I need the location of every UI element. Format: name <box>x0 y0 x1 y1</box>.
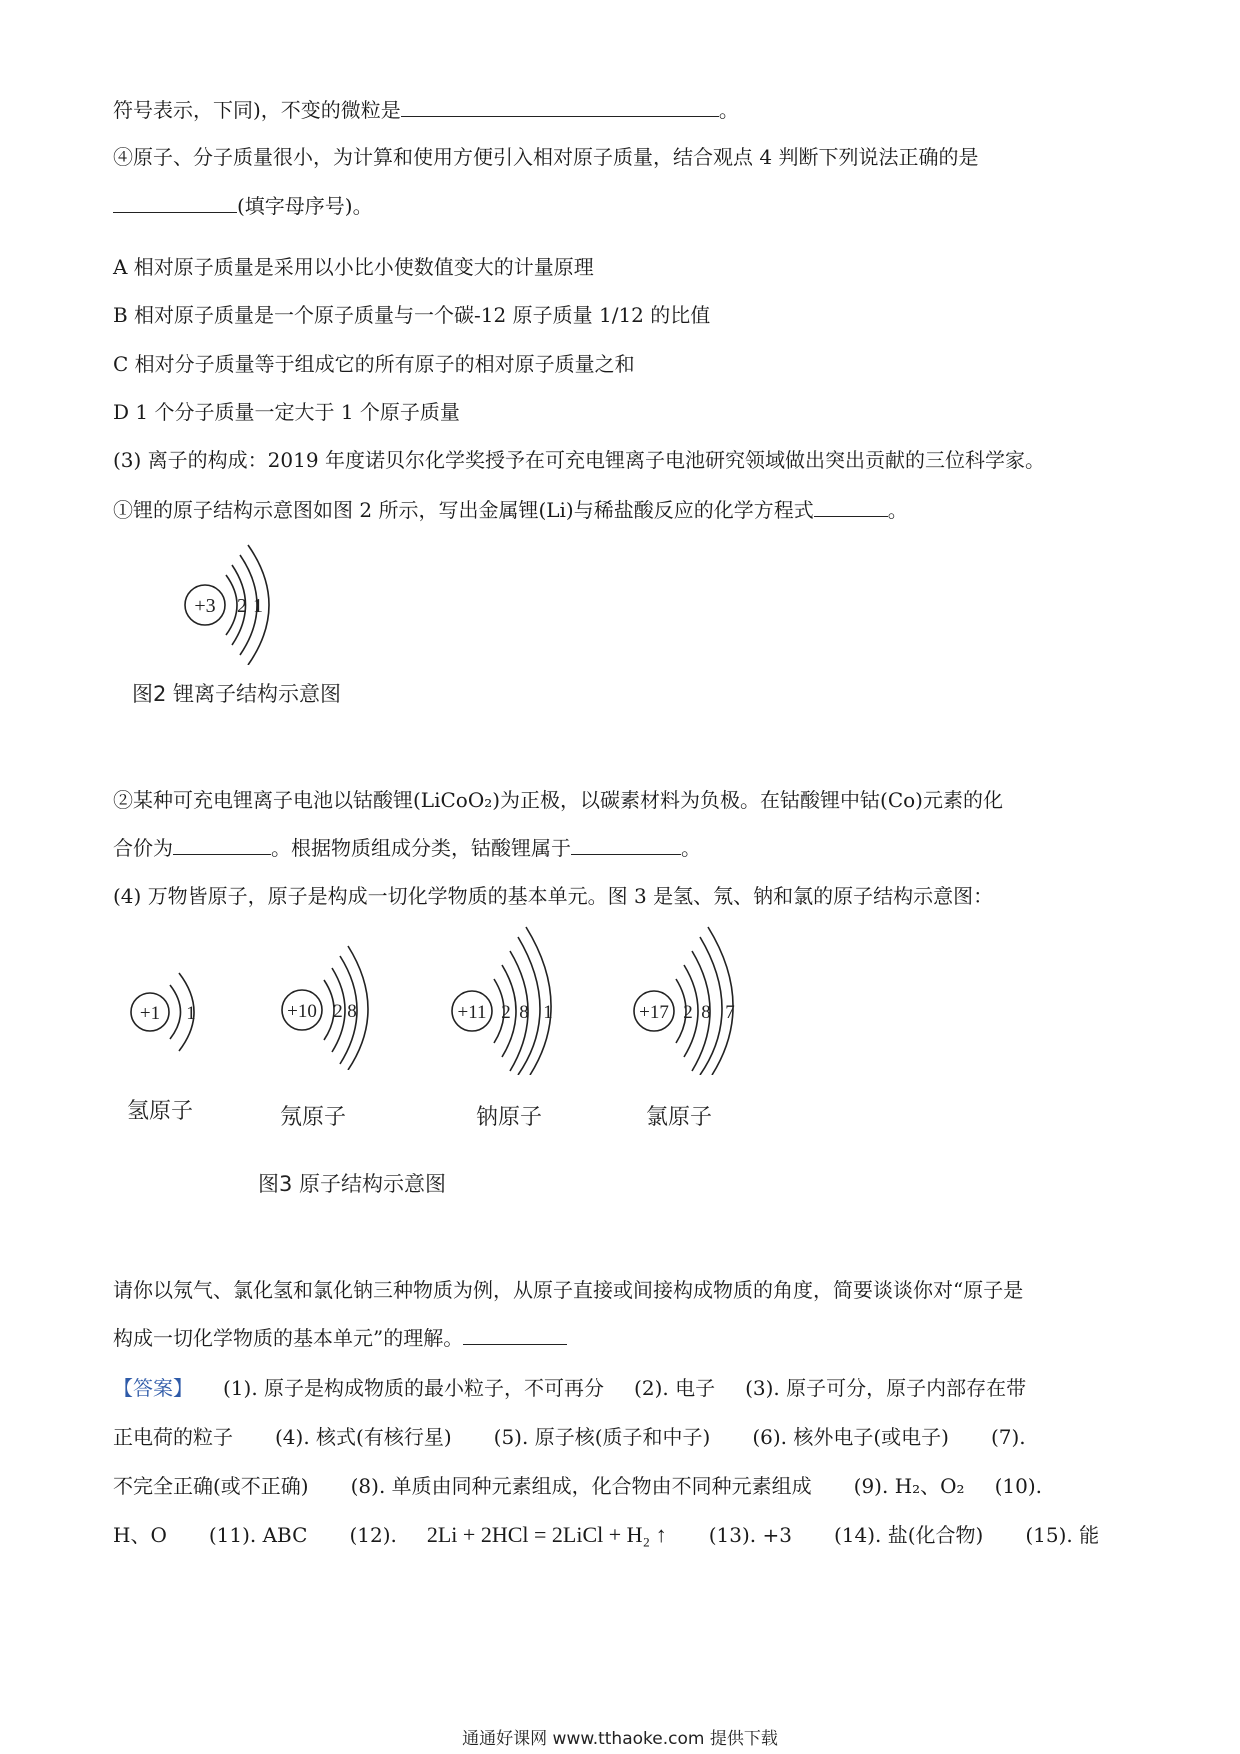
question-3: (3) 离子的构成：2019 年度诺贝尔化学奖授予在可充电锂离子电池研究领域做出突出贡献的三位科学家。 <box>113 448 1045 472</box>
shell-electron-count: 2 <box>237 595 247 617</box>
question-4-ask: 请你以氖气、氯化氢和氯化钠三种物质为例，从原子直接或间接构成物质的角度，简要谈谈你对“原子是 <box>113 1278 1024 1302</box>
shell-electron-count: 8 <box>701 1002 711 1023</box>
answer-blank[interactable] <box>814 496 888 517</box>
neon-structure-diagram <box>278 940 398 1070</box>
answer-blank[interactable] <box>173 834 271 855</box>
answer-blank[interactable] <box>463 1324 567 1345</box>
nucleus-charge: +3 <box>194 595 216 617</box>
answer-tag: 【答案】 <box>113 1376 193 1400</box>
option-c: C 相对分子质量等于组成它的所有原子的相对原子质量之和 <box>113 352 635 376</box>
answer-line: 正电荷的粒子 (4). 核式(有核行星) (5). 原子核(质子和中子) (6). 核外电子(或电子) (7). <box>113 1425 1026 1449</box>
shell-electron-count: 2 <box>333 1001 343 1022</box>
hydrogen-label: 氢原子 <box>127 1099 194 1124</box>
nucleus-charge: +10 <box>287 1001 317 1022</box>
nucleus-charge: +17 <box>639 1002 669 1023</box>
footer-source: 通通好课网 www.tthaoke.com 提供下载 <box>462 1729 778 1749</box>
answer-blank[interactable] <box>401 96 719 117</box>
text-line: 合价为 。根据物质组成分类，钴酸锂属于 。 <box>113 836 701 860</box>
question-3-1: ①锂的原子结构示意图如图 2 所示，写出金属锂(Li)与稀盐酸反应的化学方程式 。 <box>113 498 908 522</box>
question-4-intro: (4) 万物皆原子，原子是构成一切化学物质的基本单元。图 3 是氢、氖、钠和氯的原子结构示意图： <box>113 884 994 908</box>
answer-blank[interactable] <box>571 834 681 855</box>
figure-3-caption: 图3 原子结构示意图 <box>258 1172 447 1196</box>
answer-line: 【答案】 (1). 原子是构成物质的最小粒子，不可再分 (2). 电子 (3). 原子可分，原子内部存在带 <box>113 1376 1027 1400</box>
shell-electron-count: 8 <box>519 1002 529 1023</box>
option-a: A 相对原子质量是采用以小比小使数值变大的计量原理 <box>113 255 594 279</box>
text-line: 符号表示，下同)，不变的微粒是 。 <box>113 98 739 122</box>
shell-electron-count: 8 <box>347 1001 357 1022</box>
nucleus-charge: +11 <box>457 1002 487 1023</box>
hydrogen-structure-diagram <box>125 955 255 1065</box>
shell-electron-count: 7 <box>725 1002 735 1023</box>
shell-electron-count: 1 <box>186 1003 196 1024</box>
lithium-structure-diagram <box>170 535 300 665</box>
chlorine-label: 氯原子 <box>646 1105 713 1130</box>
chlorine-structure-diagram <box>628 925 758 1075</box>
text-line: 构成一切化学物质的基本单元”的理解。 <box>113 1324 567 1352</box>
shell-electron-count: 2 <box>683 1002 693 1023</box>
electron-shell-arc <box>226 575 237 635</box>
text-line: (填字母序号)。 <box>113 192 373 220</box>
sodium-structure-diagram <box>446 925 576 1075</box>
question-3-2: ②某种可充电锂离子电池以钴酸锂(LiCoO₂)为正极，以碳素材料为负极。在钴酸锂中钴(Co)元素的化 <box>113 788 1003 812</box>
electron-shell-arc <box>170 985 181 1039</box>
nucleus-charge: +1 <box>139 1003 161 1024</box>
sodium-label: 钠原子 <box>476 1105 543 1130</box>
answer-blank[interactable] <box>113 192 237 213</box>
question-4: ④原子、分子质量很小，为计算和使用方便引入相对原子质量，结合观点 4 判断下列说法正确的是 <box>113 145 979 169</box>
figure-2-caption: 图2 锂离子结构示意图 <box>132 682 342 706</box>
answer-line: 不完全正确(或不正确) (8). 单质由同种元素组成，化合物由不同种元素组成 (9). H₂、O₂ (10). <box>113 1474 1042 1498</box>
shell-electron-count: 2 <box>501 1002 511 1023</box>
option-b: B 相对原子质量是一个原子质量与一个碳-12 原子质量 1/12 的比值 <box>113 303 711 327</box>
shell-electron-count: 1 <box>543 1002 553 1023</box>
option-d: D 1 个分子质量一定大于 1 个原子质量 <box>113 400 460 424</box>
shell-electron-count: 1 <box>253 595 263 617</box>
answer-line: H、O (11). ABC (12). 2Li + 2HCl = 2LiCl + H₂ ↑ (13). +3 (14). 盐(化合物) (15). 能 <box>113 1522 1100 1547</box>
chemical-equation: 2Li + 2HCl = 2LiCl + H₂ ↑ <box>426 1522 667 1547</box>
neon-label: 氖原子 <box>280 1105 347 1130</box>
